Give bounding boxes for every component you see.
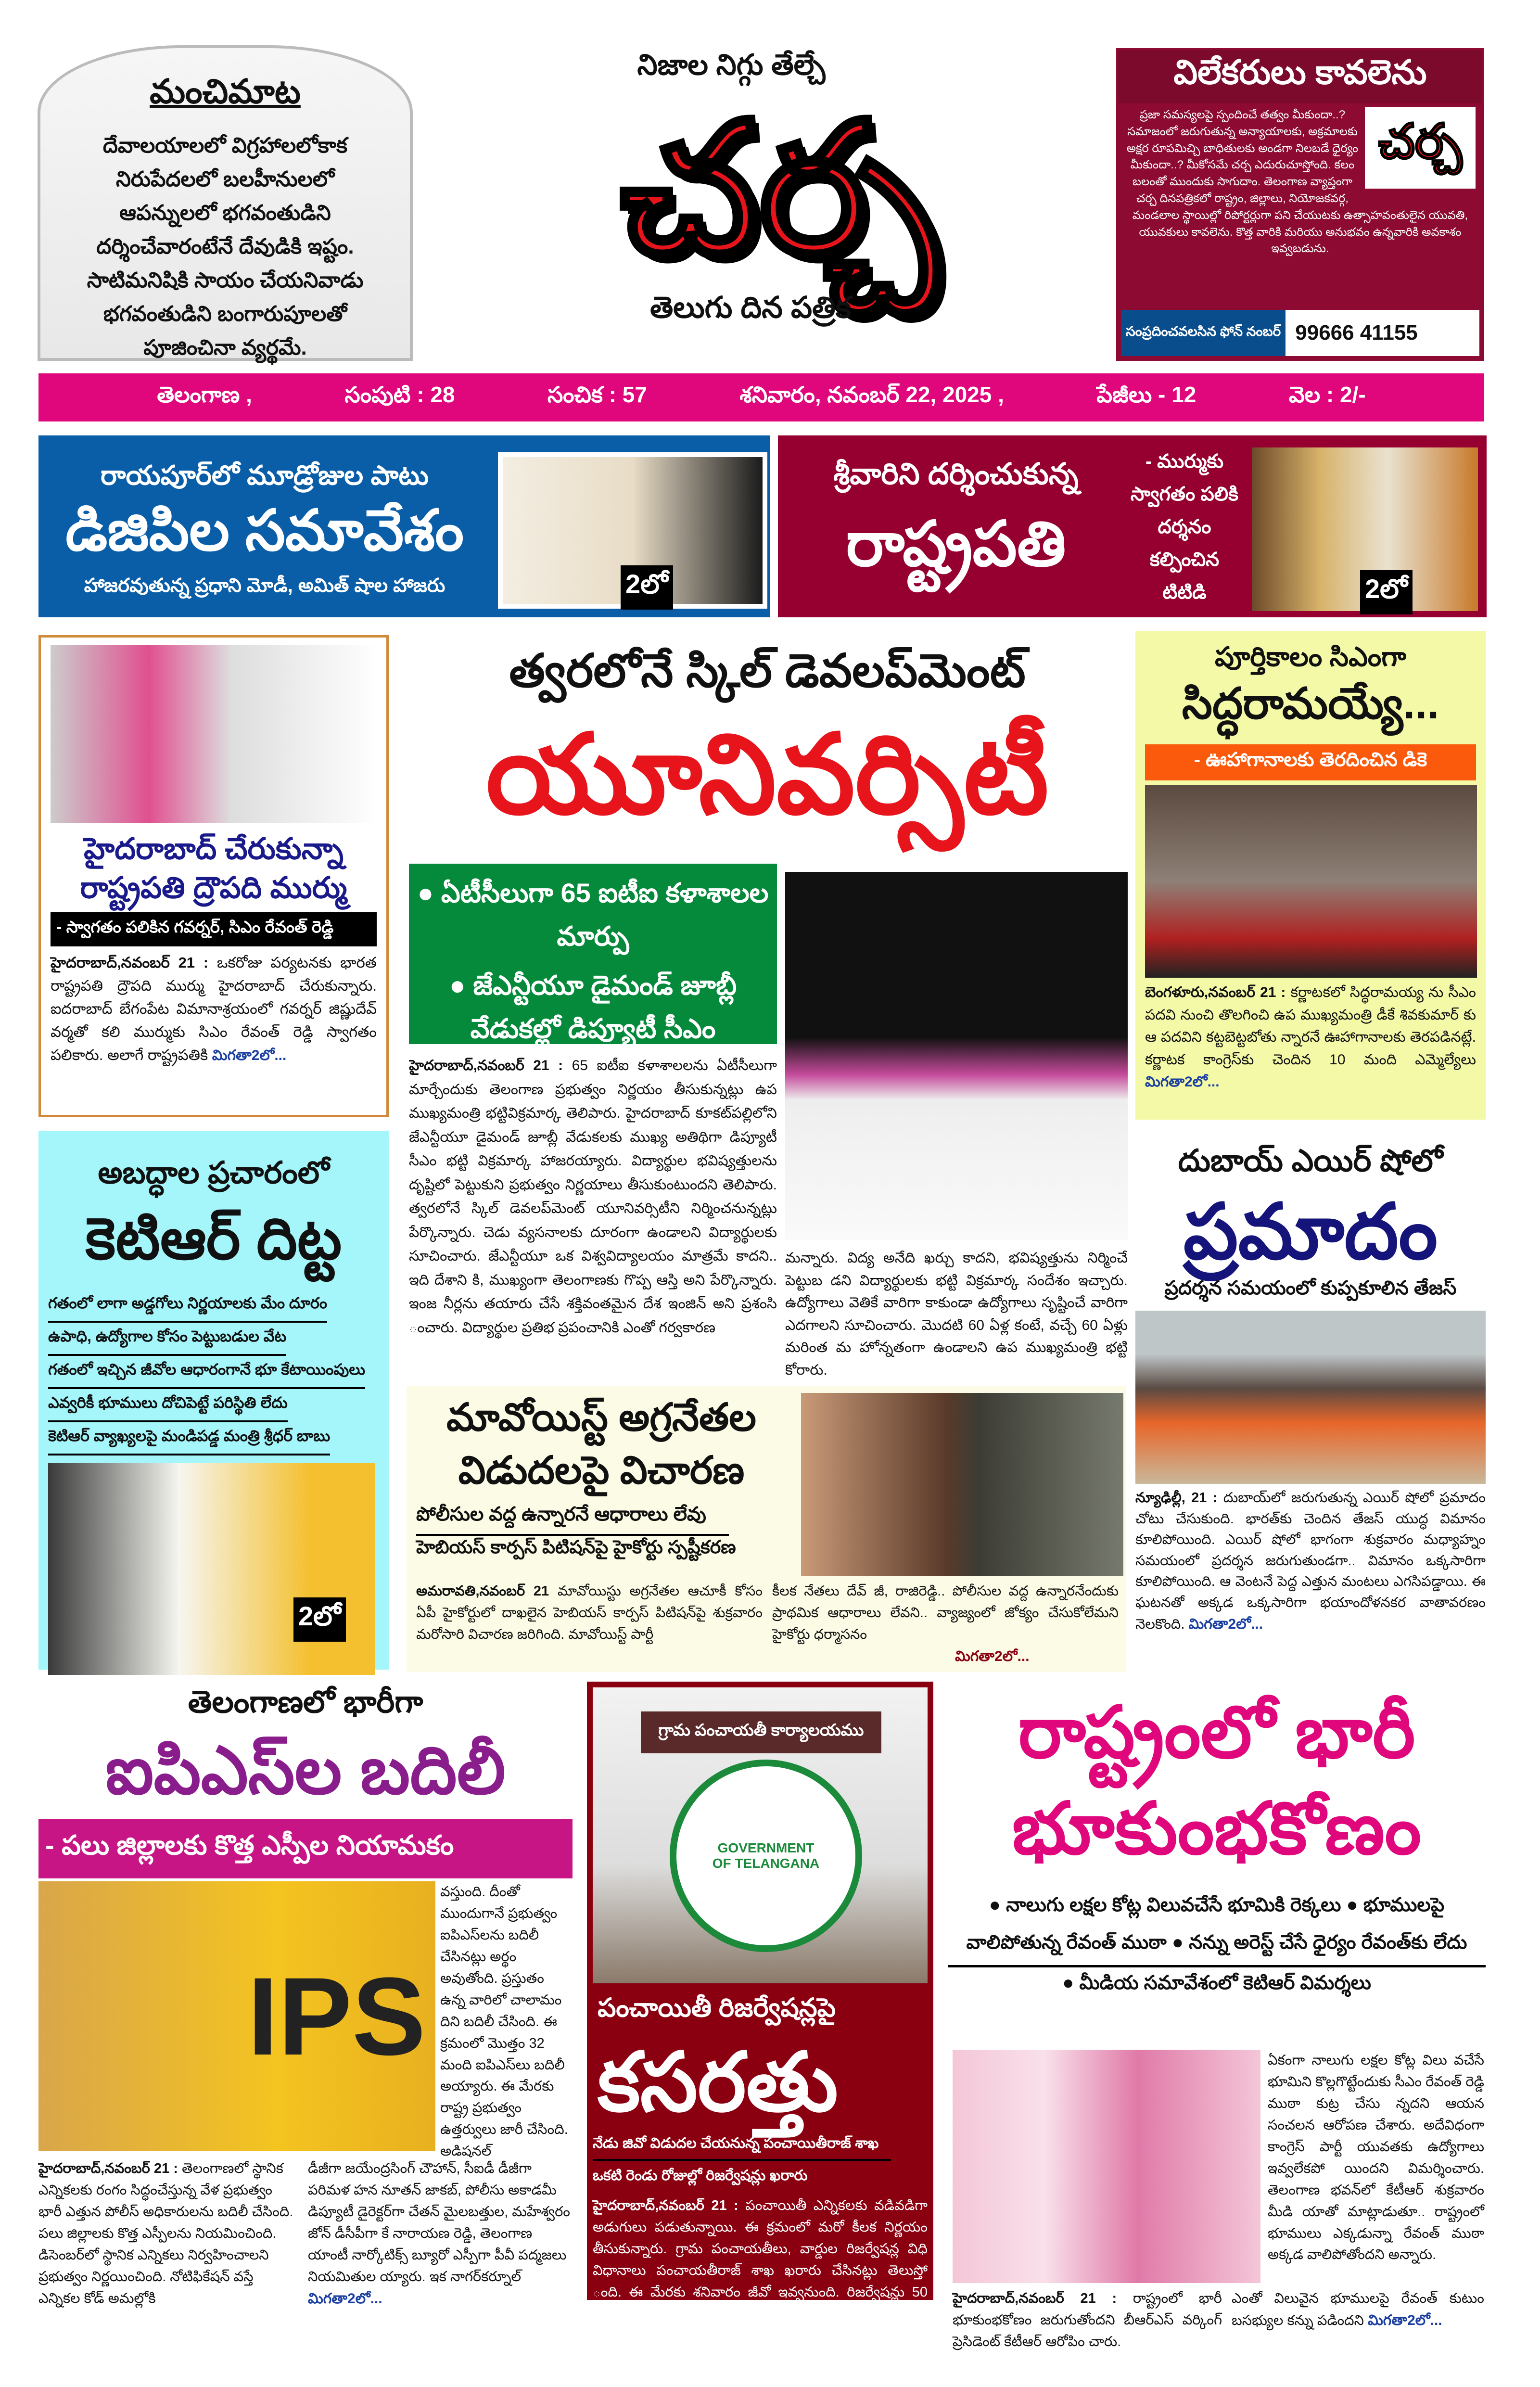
ktr-press-meet-photo <box>953 2050 1260 2283</box>
manchimata-line: దర్శించేవారంటేనే దేవుడికి ఇష్టం. <box>96 235 354 258</box>
gram-panchayat-office-photo: గ్రామ పంచాయతీ కార్యాలయము GOVERNMENT OF TELANGANA <box>593 1687 928 1983</box>
siddaramaiah-story[interactable]: పూర్తికాలం సిఎంగా సిద్ధరామయ్యే... - ఊహాగానాలకు తెరదించిన డికె బెంగళూరు,నవంబర్ 21 : కర్ణాటకలో సిద్ధరామయ్య ను సీఎం పదవి నుంచి తొలగించి ఉప ముఖ్యమంత్రి డీకే శివకుమార్ కు ఆ పదవిని కట్టబెట్టబోతు న్నారనే ఊహాగానాలకు తెరపడినట్లే. కర్ణాటక కాంగ్రెస్‌కు చెందిన 10 మంది ఎమ్మెల్యేలు మిగతా2లో... <box>1135 631 1486 1120</box>
masthead-tagline: నిజాల నిగ్గు తేల్చే <box>637 49 826 81</box>
ad-title: విలేకరులు కావలెను <box>1118 50 1482 103</box>
sridhar-babu-photo <box>48 1463 375 1675</box>
tejas-crash-photo <box>1135 1311 1486 1484</box>
reporters-wanted-ad <box>1116 48 1484 361</box>
panchayat-headline: కసరత్తు <box>598 2037 838 2128</box>
ktr-point: ఉపాధి, ఉద్యోగాల కోసం పెట్టుబడుల వేట <box>48 1323 286 1356</box>
manchimata-line: నిరుపేదలలో బలహీనులలో <box>115 167 335 191</box>
ips-transfer-story[interactable]: తెలంగాణలో భారీగా ఐపిఎస్‌ల బదిలీ - పలు జిల్లాలకు కొత్త ఎస్పీల నియామకం IPS వస్తుంది. దీంతో ముందుగానే ప్రభుత్వం ఐపిఎస్‌లను బదిలీ చేసినట్లు అర్థం అవుతోంది. ప్రస్తుతం ఉన్న వారిలో చాలామం దిని బదిలీ చేసింది. ఈ క్రమంలో మొత్తం 32 మంది ఐపిఎస్‌లు బదిలీ అయ్యారు. ఈ మేరకు రాష్ట్ర ప్రభుత్వం ఉత్తర్వులు జారీ చేసింది. అడిషనల్ హైదరాబాద్,నవంబర్ 21 : తెలంగాణలో స్థానిక ఎన్నికలకు రంగం సిద్ధంచేస్తున్న వేళ ప్రభుత్వం భారీ ఎత్తున పోలీస్ అధికారులను బదిలీ చేసింది. పలు జిల్లాలకు కొత్త ఎస్పీలను నియమించింది. డిసెంబర్‌లో స్థానిక ఎన్నికలు నిర్వహించాలని ప్రభుత్వం నిర్ణయించింది. నోటిఫికేషన్ వస్తే ఎన్నికల కోడ్ అమల్లోకి డీజీగా జయేంద్రసింగ్ చౌహాన్, సీఐడీ డీజీగా పరిమళ హన నూతన్ జాకబ్, పోలీసు అకాడమీ డిప్యూటీ డైరెక్టర్‌గా చేతన్ మైలబత్తుల, మహేశ్వరం జోన్ డీసీపీగా కే నారాయణ రెడ్డి, తెలంగాణ యాంటీ నార్కోటిక్స్ బ్యూరో ఎస్పీగా పీవీ పద్మజలు నియమితుల య్యారు. ఇక నాగర్‌కర్నూల్ మిగతా2లో... <box>38 1684 573 2305</box>
telangana-seal: GOVERNMENT OF TELANGANA <box>670 1760 862 1952</box>
manchimata-line: సాటిమనిషికి సాయం చేయనివాడు <box>87 268 364 292</box>
maoist-story[interactable]: మావోయిస్ట్ అగ్రనేతల విడుదలపై విచారణ పోలీసుల వద్ద ఉన్నారనే ఆధారాలు లేవు హెబియస్ కార్పస్ పిటిషన్‌పై హైకోర్టు స్పష్టీకరణ అమరావతి,నవంబర్ 21 మావోయిస్టు అగ్రనేతల ఆచూకీ కోసం ఏపీ హైకోర్టులో దాఖలైన హెబియస్ కార్పస్ పిటిషన్‌పై శుక్రవారం మరోసారి విచారణ జరిగింది. మావోయిస్ట్ పార్టీ కీలక నేతలు దేవ్ జీ, రాజిరెడ్డి.. పోలీసుల వద్ద ఉన్నారనేందుకు ప్రాథమిక ఆధారాలు లేవని.. వ్యాజ్యంలో జోక్యం చేసుకోలేమని హైకోర్టు ధర్మాసనం మిగతా2లో... <box>407 1386 1126 1672</box>
ad-text: ప్రజా సమస్యలపై స్పందించే తత్వం మీకుందా..? సమాజంలో జరుగుతున్న అన్యాయాలకు, అక్రమాలకు అక్షర రూపమిచ్చి బాధితులకు అండగా నిలబడే ధైర్యం మీకుందా..? మీకోసమే చర్చ ఎదురుచూస్తోంది. కలం బలంతో ముందుకు సాగుదాం. తెలంగాణ వ్యాప్తంగా చర్చ దినపత్రికలో రాష్ట్రం, జిల్లాలు, నియోజకవర్గ, మండలాల స్థాయిల్లో రిపోర్టర్లుగా పని చేయుటకు ఉత్సాహవంతులైన యువతి, యువకులు కావలెను. కొత్త వారికి మరియు అనుభవం ఉన్నవారికి అవకాశం ఇవ్వబడును. <box>1126 108 1468 255</box>
manchimata-box <box>38 45 413 361</box>
dubai-headline: ప్రమాదం <box>1183 1188 1438 1275</box>
dateline-bar: తెలంగాణ , సంపుటి : 28 సంచిక : 57 శనివారం, నవంబర్ 22, 2025 , పేజీలు - 12 వెల : 2/- <box>38 373 1484 421</box>
masthead-logo: చర్చ <box>620 87 939 292</box>
university-body-cont: మన్నారు. విద్య అనేది ఖర్చు కాదని, భవిష్యత్తును నిర్మించే పెట్టుబ డని విద్యార్థులకు భట్టి విక్రమార్క సందేశం ఇచ్చారు. ఉద్యోగాలు వెతికే వారిగా కాకుండా ఉద్యోగాలు సృష్టించే వారిగా ఎదగాలని సూచించారు. మొదటి 60 ఏళ్ల కంటే, వచ్చే 60 ఏళ్లు మరింత మ హోన్నతంగా ఉండాలని ఉప ముఖ్యమంత్రి భట్టి కోరారు. <box>785 1250 1128 1378</box>
manchimata-line: దేవాలయాలలో విగ్రహాలలోకాక <box>102 134 348 157</box>
ktr-story[interactable]: అబద్ధాల ప్రచారంలో కెటిఆర్ దిట్ట గతంలో లాగా అడ్డగోలు నిర్ణయాలకు మేం దూరం ఉపాధి, ఉద్యోగాల కోసం పెట్టుబడుల వేట గతంలో ఇచ్చిన జీవోల ఆధారంగానే భూ కేటాయింపులు ఎవ్వరికీ భూములు దోచిపెట్టే పరిస్థితి లేదు కెటిఆర్ వ్యాఖ్యలపై మండిపడ్డ మంత్రి శ్రీధర్ బాబు 2లో <box>38 1131 389 1670</box>
land-scam-story[interactable]: రాష్ట్రంలో భారీ భూకుంభకోణం ● నాలుగు లక్షల కోట్ల విలువచేసే భూమికి రెక్కలు ● భూములపై వాలిపోతున్న రేవంత్ ముఠా ● నన్ను అరెస్ట్ చేసే ధైర్యం రేవంత్‌కు లేదు ● మీడియ సమావేశంలో కెటిఆర్ విమర్శలు ఏకంగా నాలుగు లక్షల కోట్ల విలు వచేసే భూమిని కొల్లగొట్టేందుకు సీఎం రేవంత్ రెడ్డి ముఠా కుట్ర చేసు న్నదని ఆయన సంచలన ఆరోపణ చేశారు. అదేవిధంగా కాంగ్రెస్ పార్టీ యువతకు ఉద్యోగాలు ఇవ్వలేకపో యిందని విమర్శించారు. తెలంగాణ భవన్‌లో కేటీఆర్ శుక్రవారం మీడి యాతో మాట్లాడుతూ.. రాష్ట్రంలో భూములు ఎక్కడున్నా రేవంత్ ముఠా అక్కడ వాలిపోతోందని అన్నారు. హైదరాబాద్,నవంబర్ 21 : రాష్ట్రంలో భారీ భూకుంభకోణం జరుగుతోందని బీఆర్ఎస్ వర్కింగ్ ప్రెసిడెంట్ కేటీఆర్ ఆరోపిం చారు. ఎంతో విలువైన భూములపై రేవంత్ కుటుం బసభ్యుల కన్ను పడిందని మిగతా2లో... <box>948 1684 1486 2305</box>
dubai-airshow-story[interactable]: దుబాయ్ ఎయిర్ షోలో ప్రమాదం ప్రదర్శన సమయంలో కుప్పకూలిన తేజస్ న్యూఢిల్లీ, 21 : దుబాయ్‌లో జరుగుతున్న ఎయిర్ షోలో ప్రమాదం చోటు చేసుకుంది. భారత్‌కు చెందిన తేజస్ యుద్ధ విమానం కూలిపోయింది. ఎయిర్ షోలో భాగంగా శుక్రవారం మధ్యాహ్నం సమయంలో ప్రదర్శన జరుగుతుండగా.. విమానం ఒక్కసారిగా కూలిపోయింది. ఆ వెంటనే పెద్ద ఎత్తున మంటలు ఎగసిపడ్డాయి. ఈ ఘటనతో అక్కడ ఒక్కసారిగా భయాందోళనకర వాతావరణం నెలకొంది. మిగతా2లో... <box>1135 1143 1486 1632</box>
university-kicker: త్వరలోనే స్కిల్ డెవలప్‌మెంట్ <box>509 645 1026 697</box>
siddaramaiah-headline: సిద్ధరామయ్యే... <box>1182 680 1439 728</box>
university-bullets <box>409 864 777 1044</box>
ktr-headline: కెటిఆర్ దిట్ట <box>85 1207 342 1271</box>
masthead <box>452 48 1107 346</box>
ktr-point: గతంలో లాగా అడ్డగోలు నిర్ణయాలకు మేం దూరం <box>48 1289 327 1323</box>
murmu-headline: హైదరాబాద్ చేరుకున్నా రాష్ట్రపతి ద్రౌపది ముర్ము <box>80 832 347 905</box>
president-side-line: స్వాగతం పలికి <box>1130 484 1239 505</box>
bhatti-speech-photo <box>785 872 1128 1240</box>
dgp-headline: డిజిపిల సమావేశం <box>65 499 464 562</box>
ktr-point: ఎవ్వరికీ భూములు దోచిపెట్టే పరిస్థితి లేదు <box>48 1389 288 1422</box>
murmu-arrival-photo <box>51 645 378 823</box>
university-bullet: ● జేఎన్టీయూ డైమండ్ జూబ్లీ వేడుకల్లో డిప్యూటీ సీఎం <box>449 970 737 1044</box>
president-side-line: దర్శనం <box>1158 516 1211 537</box>
ktr-point: గతంలో ఇచ్చిన జీవోల ఆధారంగానే భూ కేటాయింపులు <box>48 1356 365 1389</box>
masthead-subtitle: తెలుగు దిన పత్రిక <box>650 291 851 324</box>
university-headline: యూనివర్సిటీ <box>485 713 1049 836</box>
ips-headline: ఐపిఎస్‌ల బదిలీ <box>105 1734 506 1808</box>
president-tirumala-story[interactable]: శ్రీవారిని దర్శించుకున్న రాష్ట్రపతి - ముర్ముకు స్వాగతం పలికి దర్శనం కల్పించిన టిటిడి 2లో <box>778 435 1487 617</box>
ad-phone-row: సంప్రదించవలసిన ఫోన్ నంబర్ 99666 41155 <box>1121 310 1479 356</box>
manchimata-line: పూజించినా వ్యర్థమే. <box>143 336 307 359</box>
ktr-point: కెటిఆర్ వ్యాఖ్యలపై మండిపడ్డ మంత్రి శ్రీధర్ బాబు <box>48 1422 330 1455</box>
manchimata-line: భగవంతుడిని బంగారుపూలతో <box>103 302 347 326</box>
university-body: హైదరాబాద్,నవంబర్ 21 : 65 ఐటీఐ కళాశాలలను ఏటీసీలుగా మార్చేందుకు తెలంగాణ ప్రభుత్వం నిర్ణయం తీసుకున్నట్లు ఉప ముఖ్యమంత్రి భట్టివిక్రమార్క తెలిపారు. హైదరాబాద్ కూకట్‌పల్లిలోని జేఎన్టీయూ డైమండ్ జూబ్లీ వేడుకలకు ముఖ్య అతిథిగా డిప్యూటీ సీఎం భట్టి విక్రమార్క హాజరయ్యారు. విద్యార్థుల భవిష్యత్తులను దృష్టిలో పెట్టుకుని ప్రభుత్వం నిర్ణయాలు తీసుకుంటుందని తెలిపారు. త్వరలోనే స్కిల్ డెవలప్‌మెంట్ యూనివర్సిటీని నిర్మించనున్నట్లు పేర్కొన్నారు. చెడు వ్యసనాలకు దూరంగా ఉండాలని విద్యార్థులకు సూచించారు. జేఎన్టీయూ ఒక విశ్వవిద్యాలయం మాత్రమే కాదని.. ఇది దేశాని కి, ముఖ్యంగా తెలంగాణకు గొప్ప ఆస్తి అని పేర్కొన్నారు. ఇంజ నీర్లను తయారు చేసే శక్తివంతమైన దేశ ఇంజిన్ అని ప్రశంసి ంచారు. విద్యార్థుల ప్రతిభ ప్రపంచానికి ఎంతో గర్వకారణ <box>409 1058 777 1336</box>
president-side-line: టిటిడి <box>1162 582 1207 603</box>
president-headline: రాష్ట్రపతి <box>846 509 1066 579</box>
panchayat-reservation-story[interactable]: గ్రామ పంచాయతీ కార్యాలయము GOVERNMENT OF TELANGANA పంచాయితీ రిజర్వేషన్లపై కసరత్తు నేడు జివో విడుదల చేయనున్న పంచాయితీరాజ్ శాఖ ఒకటి రెండు రోజుల్లో రిజర్వేషన్లు ఖరారు హైదరాబాద్,నవంబర్ 21 : పంచాయితీ ఎన్నికలకు వడివడిగా అడుగులు పడుతున్నాయి. ఈ క్రమంలో మరో కీలక నిర్ణయం తీసుకున్నారు. గ్రామ పంచాయతీలు, వార్డుల రిజర్వేషన్ల విధి విధానాలు పంచాయతీరాజ్ శాఖ ఖరారు చేసినట్లు తెలుస్తో ంది. ఈ మేరకు శనివారం జీవో ఇవ్వనుంది. రిజర్వేషన్లు 50 శాతం మించకుండా కొత్త రిజర్వేషన్లను మిగతా2లో... <box>587 1682 933 2300</box>
land-scam-headline: భూకుంభకోణం <box>1012 1788 1422 1869</box>
maoist-leaders-photo <box>801 1393 1123 1576</box>
dk-shivakumar-photo <box>1145 785 1477 978</box>
manchimata-line: ఆపన్నులలో భగవంతుడిని <box>119 201 331 225</box>
ips-cap-photo: IPS <box>38 1881 435 2151</box>
manchimata-title: మంచిమాట <box>150 73 301 110</box>
dgp-story[interactable]: రాయపూర్‌లో మూడ్రోజుల పాటు డిజిపిల సమావేశం హాజరవుతున్న ప్రధాని మోడీ, అమిత్ షాల హాజరు 2లో <box>38 435 770 617</box>
university-bullet: ● ఏటీసీలుగా 65 ఐటీఐ కళాశాలల మార్పు <box>417 878 769 951</box>
president-side-line: కల్పించిన <box>1149 549 1220 570</box>
ad-phone-number[interactable]: 99666 41155 <box>1295 321 1418 345</box>
murmu-story[interactable]: హైదరాబాద్ చేరుకున్నా రాష్ట్రపతి ద్రౌపది ముర్ము - స్వాగతం పలికిన గవర్నర్, సిఎం రేవంత్ రెడ్డి హైదరాబాద్,నవంబర్ 21 : ఒకరోజు పర్యటనకు భారత రాష్ట్రపతి ద్రౌపది ముర్ము హైదరాబాద్ చేరుకున్నారు. ఐదరాబాద్ బేగంపేట విమానాశ్రయంలో గవర్నర్ జిష్ణుదేవ్ వర్మతో కలి ముర్ముకు సిఎం రేవంత్ రెడ్డి స్వాగతం పలికారు. అలాగే రాష్ట్రపతికి మిగతా2లో... <box>38 635 389 1117</box>
ad-logo: చర్చ <box>1365 107 1476 189</box>
president-side-line: - ముర్ముకు <box>1145 451 1224 472</box>
